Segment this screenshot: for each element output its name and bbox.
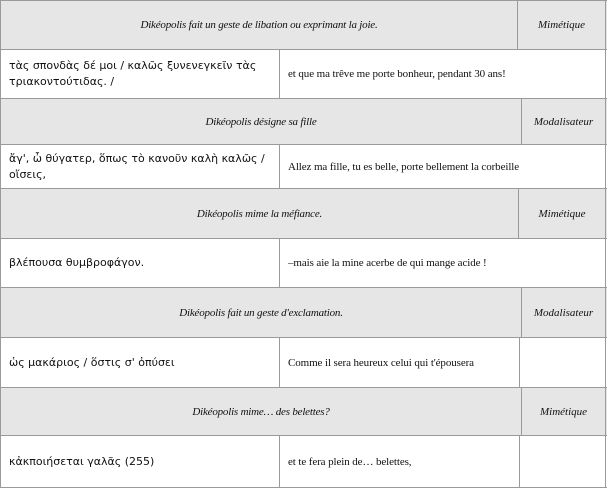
stage-direction: Dikéopolis fait un geste d'exclamation. <box>1 288 522 337</box>
table-row <box>1 50 607 99</box>
category-label: Mimétique <box>518 1 606 49</box>
empty-cell <box>520 338 606 387</box>
greek-text: τὰς σπονδὰς δέ μοι / καλῶς ξυνενεγκεῖν τὰς τριακοντούτιδας. / <box>1 50 280 98</box>
table-row <box>1 145 607 189</box>
category-label: Modalisateur <box>522 99 606 144</box>
category-label: Mimétique <box>519 189 606 238</box>
table-row <box>1 1 607 50</box>
stage-direction: Dikéopolis désigne sa fille <box>1 99 522 144</box>
greek-text: ὡς μακάριος / ὅστις σ' ὀπύσει <box>1 338 280 387</box>
table-row <box>1 239 607 288</box>
category-label: Modalisateur <box>522 288 606 337</box>
category-label: Mimétique <box>522 388 606 435</box>
empty-cell <box>520 436 606 487</box>
stage-direction: Dikéopolis mime… des belettes? <box>1 388 522 435</box>
greek-text: βλέπουσα θυμβροφάγον. <box>1 239 280 287</box>
table-row <box>1 288 607 338</box>
french-translation: Comme il sera heureux celui qui t'épousera <box>280 338 520 387</box>
table-row <box>1 388 607 436</box>
stage-direction: Dikéopolis mime la méfiance. <box>1 189 519 238</box>
table-row <box>1 338 607 388</box>
french-translation: et que ma trêve me porte bonheur, pendant 30 ans! <box>280 50 606 98</box>
french-translation: Allez ma fille, tu es belle, porte bellement la corbeille <box>280 145 606 188</box>
table-row <box>1 436 607 488</box>
french-translation: et te fera plein de… belettes, <box>280 436 520 487</box>
french-translation: –mais aie la mine acerbe de qui mange acide ! <box>280 239 606 287</box>
greek-text: ἄγ', ὦ θύγατερ, ὅπως τὸ κανοῦν καλὴ καλῶς / οἴσεις, <box>1 145 280 188</box>
table-row <box>1 99 607 145</box>
stage-direction: Dikéopolis fait un geste de libation ou exprimant la joie. <box>1 1 518 49</box>
greek-text: κἀκποιήσεται γαλᾶς (255) <box>1 436 280 487</box>
table-row <box>1 189 607 239</box>
